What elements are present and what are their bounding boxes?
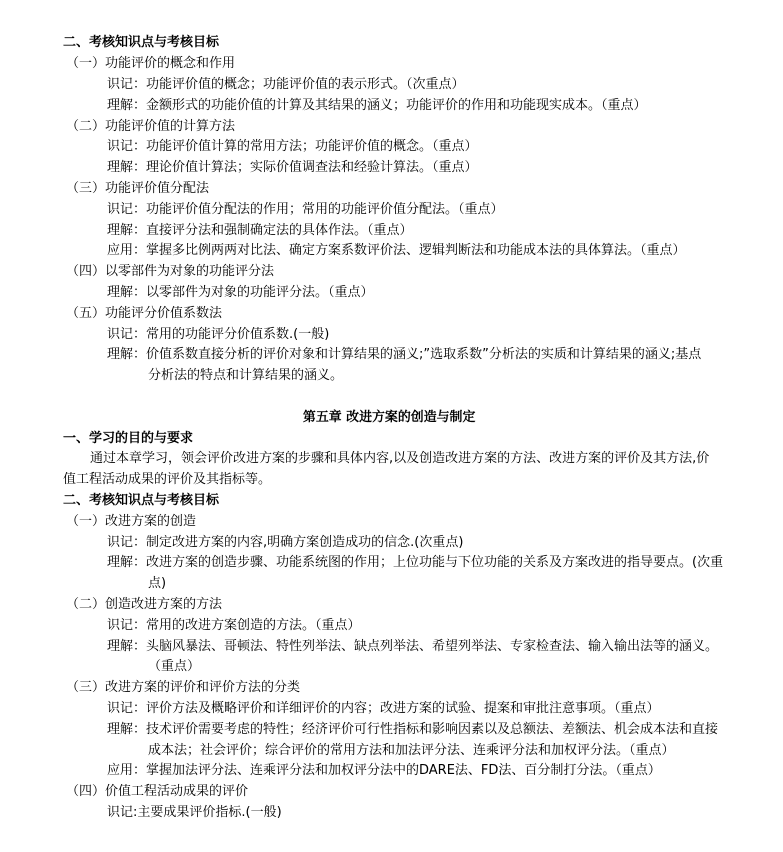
subsection-heading: （五）功能评分价值系数法 [66, 306, 223, 321]
paragraph-line: 通过本章学习，领会评价改进方案的步骤和具体内容,以及创造改进方案的方法、改进方案的评价及其方法,价 [90, 451, 710, 466]
subsection-heading: （三）功能评价值分配法 [66, 181, 210, 196]
chapter-title: 第五章 改进方案的创造与制定 [302, 410, 476, 425]
content-line-continuation: 成本法；社会评价；综合评价的常用方法和加法评分法、连乘评分法和加权评分法。（重点） [148, 743, 675, 758]
subsection-heading: （一）功能评价的概念和作用 [66, 56, 236, 71]
subsection-heading: （二）创造改进方案的方法 [66, 597, 223, 612]
subsection-heading: （二）功能评价值的计算方法 [66, 119, 236, 134]
section-heading-purpose: 一、学习的目的与要求 [63, 431, 194, 446]
content-line: 识记：功能评价值的概念；功能评价值的表示形式。（次重点） [107, 77, 465, 92]
content-line: 理解：以零部件为对象的功能评分法。（重点） [107, 285, 374, 300]
content-line: 理解：金额形式的功能价值的计算及其结果的涵义；功能评价的作用和功能现实成本。（重点） [107, 98, 647, 113]
subsection-heading: （一）改进方案的创造 [66, 514, 197, 529]
paragraph-line: 值工程活动成果的评价及其指标等。 [63, 472, 272, 487]
section-heading-assessment: 二、考核知识点与考核目标 [63, 493, 220, 508]
content-line: 应用：掌握多比例两两对比法、确定方案系数评价法、逻辑判断法和功能成本法的具体算法。（重点） [107, 243, 686, 258]
content-line: 识记：常用的改进方案创造的方法。（重点） [107, 618, 361, 633]
content-line: 理解：改进方案的创造步骤、功能系统图的作用；上位功能与下位功能的关系及方案改进的指导要点。(次重 [107, 555, 724, 570]
content-line: 理解：直接评分法和强制确定法的具体作法。（重点） [107, 223, 413, 238]
content-line: 理解：价值系数直接分析的评价对象和计算结果的涵义;”选取系数”分析法的实质和计算结果的涵义;基点 [107, 347, 702, 362]
content-line: 理解：技术评价需要考虑的特性；经济评价可行性指标和影响因素以及总额法、差额法、机会成本法和直接 [107, 722, 719, 737]
content-line: 识记:主要成果评价指标.(一般) [107, 805, 282, 820]
content-line: 应用：掌握加法评分法、连乘评分法和加权评分法中的DARE法、FD法、百分制打分法。（重点） [107, 763, 661, 778]
section-heading-assessment: 二、考核知识点与考核目标 [63, 35, 220, 50]
content-line: 理解：理论价值计算法；实际价值调查法和经验计算法。（重点） [107, 160, 478, 175]
content-line: 识记：制定改进方案的内容,明确方案创造成功的信念.(次重点) [107, 535, 464, 550]
subsection-heading: （四）以零部件为对象的功能评分法 [66, 264, 275, 279]
subsection-heading: （四）价值工程活动成果的评价 [66, 784, 249, 799]
content-line: 识记：常用的功能评分价值系数.(一般) [107, 327, 330, 342]
content-line: 理解：头脑风暴法、哥顿法、特性列举法、缺点列举法、希望列举法、专家检查法、输入输出法等的涵义。 [107, 639, 719, 654]
content-line: 识记：功能评价值分配法的作用；常用的功能评价值分配法。（重点） [107, 202, 504, 217]
subsection-heading: （三）改进方案的评价和评价方法的分类 [66, 680, 301, 695]
content-line: 识记：功能评价值计算的常用方法；功能评价值的概念。（重点） [107, 139, 478, 154]
content-line-continuation: 点) [148, 576, 167, 591]
content-line-continuation: （重点） [148, 659, 201, 674]
content-line-continuation: 分析法的特点和计算结果的涵义。 [148, 368, 344, 383]
content-line: 识记：评价方法及概略评价和详细评价的内容；改进方案的试验、提案和审批注意事项。（重点） [107, 701, 660, 716]
